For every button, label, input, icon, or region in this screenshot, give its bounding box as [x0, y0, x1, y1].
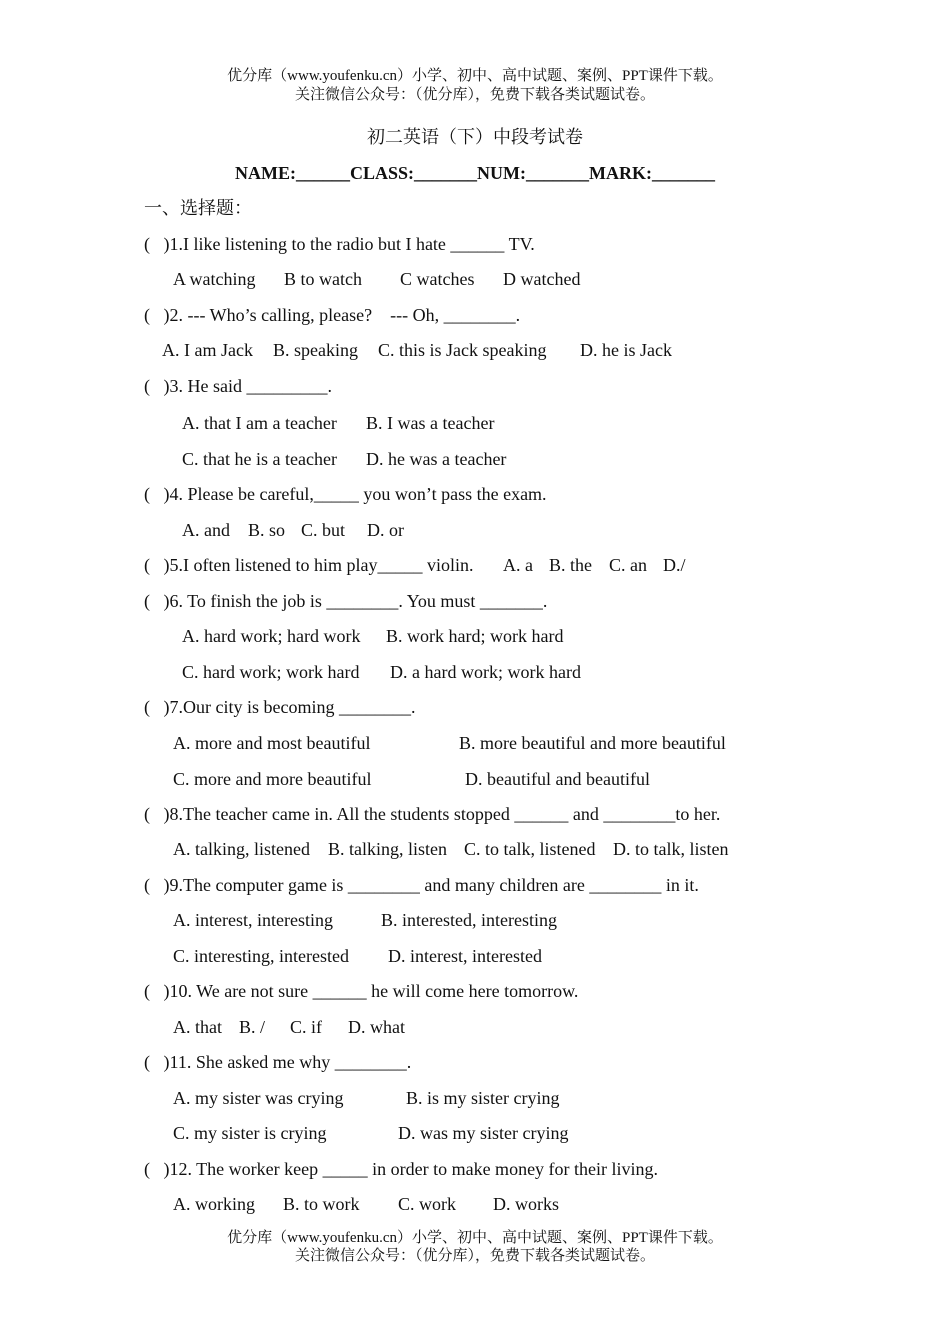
- question-8-option-d: D. to talk, listen: [613, 839, 729, 859]
- header-line-1: 优分库（www.youfenku.cn）小学、初中、高中试题、案例、PPT课件下载。: [227, 68, 723, 84]
- question-1-option-a: A watching: [173, 269, 256, 289]
- question-9-stem: ( )9.The computer game is ________ and many children are ________ in it.: [144, 875, 699, 895]
- question-12-option-a: A. working: [173, 1194, 255, 1214]
- question-9-option-c: C. interesting, interested: [173, 946, 349, 966]
- question-10-option-c: C. if: [290, 1017, 323, 1037]
- question-8-option-a: A. talking, listened: [173, 839, 310, 859]
- question-7-option-a: A. more and most beautiful: [173, 733, 371, 753]
- question-12-option-c: C. work: [398, 1194, 456, 1214]
- footer-line-1: 优分库（www.youfenku.cn）小学、初中、高中试题、案例、PPT课件下载。: [227, 1230, 723, 1246]
- question-11-option-d: D. was my sister crying: [398, 1123, 569, 1143]
- question-5-option-c: C. an: [609, 555, 647, 575]
- question-8-stem: ( )8.The teacher came in. All the students stopped ______ and ________to her.: [144, 804, 721, 824]
- question-12-option-b: B. to work: [283, 1194, 360, 1214]
- question-3-option-c: C. that he is a teacher: [182, 449, 337, 469]
- question-10-option-a: A. that: [173, 1017, 222, 1037]
- question-7-option-d: D. beautiful and beautiful: [465, 769, 650, 789]
- student-info-line: NAME:______CLASS:_______NUM:_______MARK:_______: [235, 163, 715, 183]
- question-2-option-a: A. I am Jack: [162, 340, 253, 360]
- question-6-option-b: B. work hard; work hard: [386, 626, 564, 646]
- question-3-option-b: B. I was a teacher: [366, 413, 495, 433]
- question-4-stem: ( )4. Please be careful,_____ you won’t pass the exam.: [144, 484, 547, 504]
- question-1-option-c: C watches: [400, 269, 475, 289]
- question-1-stem: ( )1.I like listening to the radio but I hate ______ TV.: [144, 234, 535, 254]
- footer-line-2: 关注微信公众号：（优分库），免费下载各类试题试卷。: [294, 1248, 655, 1264]
- question-5-option-b: B. the: [549, 555, 592, 575]
- question-6-option-d: D. a hard work; work hard: [390, 662, 581, 682]
- question-7-option-b: B. more beautiful and more beautiful: [459, 733, 726, 753]
- question-11-option-c: C. my sister is crying: [173, 1123, 327, 1143]
- question-9-option-b: B. interested, interesting: [381, 910, 557, 930]
- question-3-stem: ( )3. He said _________.: [144, 376, 332, 396]
- question-12-stem: ( )12. The worker keep _____ in order to make money for their living.: [144, 1159, 659, 1179]
- question-10-option-d: D. what: [348, 1017, 405, 1037]
- question-1-option-d: D watched: [503, 269, 581, 289]
- header-line-2: 关注微信公众号：（优分库），免费下载各类试题试卷。: [294, 87, 655, 103]
- question-10-stem: ( )10. We are not sure ______ he will come here tomorrow.: [144, 981, 579, 1001]
- question-4-option-b: B. so: [248, 520, 286, 540]
- question-4-option-c: C. but: [301, 520, 346, 540]
- question-8-option-b: B. talking, listen: [328, 839, 447, 859]
- question-6-stem: ( )6. To finish the job is ________. You must _______.: [144, 591, 548, 611]
- question-5-option-a: A. a: [503, 555, 533, 575]
- question-5-option-d: D./: [663, 555, 686, 575]
- question-2-option-c: C. this is Jack speaking: [378, 340, 547, 360]
- question-7-option-c: C. more and more beautiful: [173, 769, 372, 789]
- question-6-option-a: A. hard work; hard work: [182, 626, 361, 646]
- section-heading: 一、选择题：: [144, 198, 252, 218]
- question-2-option-d: D. he is Jack: [580, 340, 672, 360]
- question-3-option-d: D. he was a teacher: [366, 449, 507, 469]
- question-11-stem: ( )11. She asked me why ________.: [144, 1052, 412, 1072]
- question-1-option-b: B to watch: [284, 269, 362, 289]
- question-8-option-c: C. to talk, listened: [464, 839, 596, 859]
- question-6-option-c: C. hard work; work hard: [182, 662, 360, 682]
- question-2-option-b: B. speaking: [273, 340, 358, 360]
- question-4-option-d: D. or: [367, 520, 404, 540]
- question-12-option-d: D. works: [493, 1194, 559, 1214]
- question-11-option-b: B. is my sister crying: [406, 1088, 560, 1108]
- question-9-option-a: A. interest, interesting: [173, 910, 333, 930]
- question-9-option-d: D. interest, interested: [388, 946, 542, 966]
- question-2-stem: ( )2. --- Who’s calling, please? --- Oh, ________.: [144, 305, 521, 325]
- exam-title: 初二英语（下）中段考试卷: [367, 127, 583, 147]
- question-11-option-a: A. my sister was crying: [173, 1088, 344, 1108]
- question-4-option-a: A. and: [182, 520, 230, 540]
- question-3-option-a: A. that I am a teacher: [182, 413, 337, 433]
- question-10-option-b: B. /: [239, 1017, 266, 1037]
- question-5-stem: ( )5.I often listened to him play_____ violin.: [144, 555, 474, 575]
- question-7-stem: ( )7.Our city is becoming ________.: [144, 697, 416, 717]
